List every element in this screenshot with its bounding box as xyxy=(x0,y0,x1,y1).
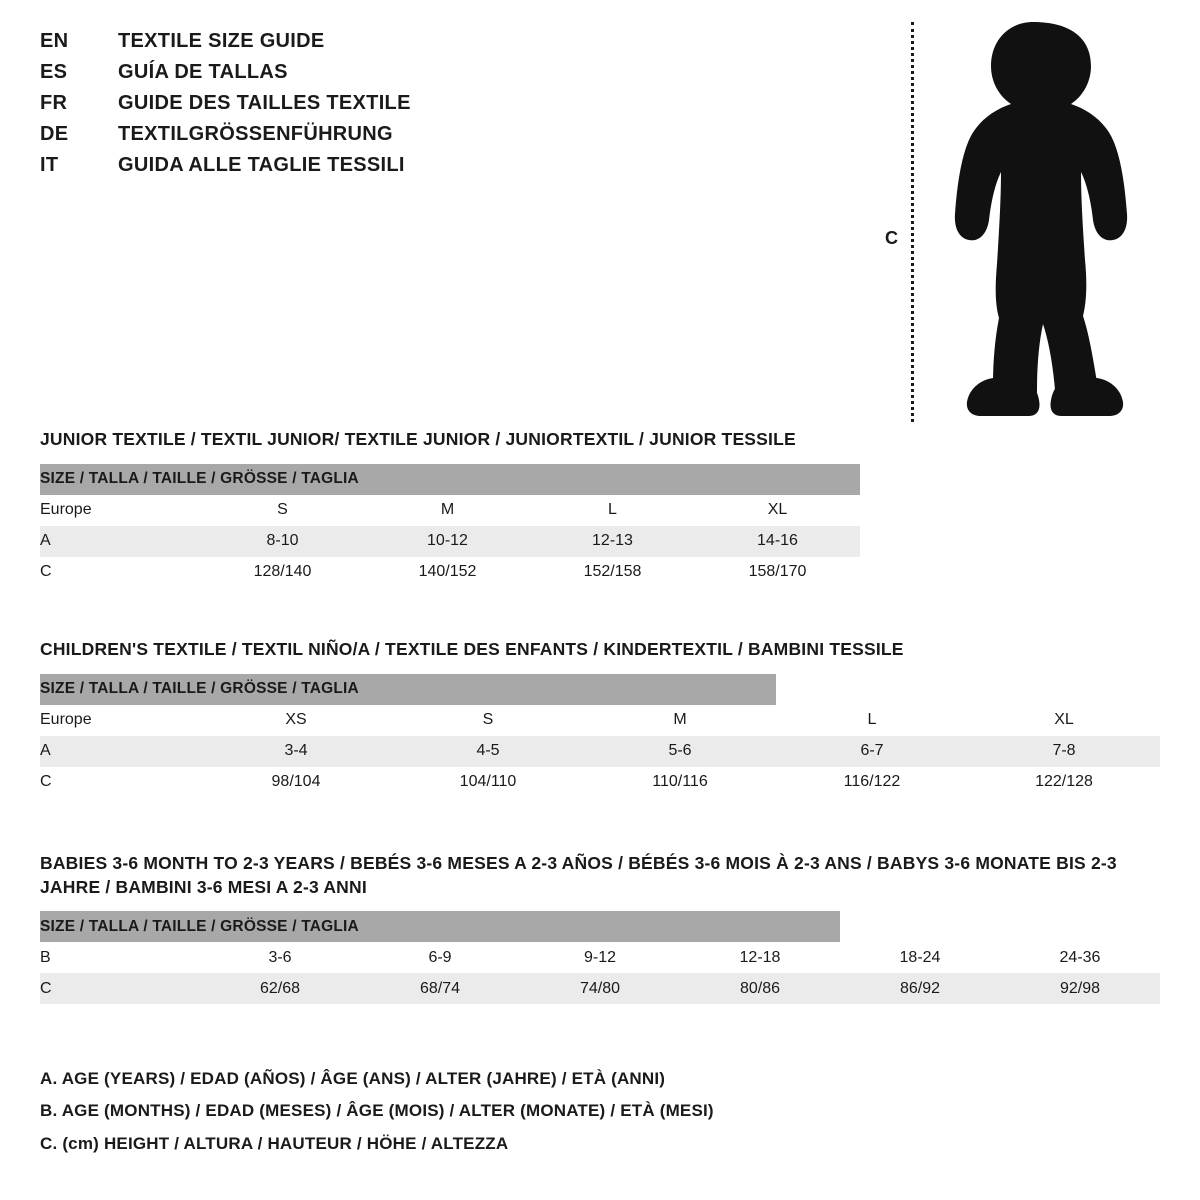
table-cell: 74/80 xyxy=(520,973,680,1004)
language-title: GUIDE DES TAILLES TEXTILE xyxy=(118,92,411,114)
footnotes-block xyxy=(40,1063,1140,1160)
table-cell: 5-6 xyxy=(584,736,776,767)
table-row xyxy=(40,973,1160,1004)
table-cell: 18-24 xyxy=(840,942,1000,973)
table-cell: 140/152 xyxy=(365,557,530,588)
table-cell: XL xyxy=(968,705,1160,736)
row-label: A xyxy=(40,736,200,767)
measure-label-c: C xyxy=(885,228,898,248)
section-title: BABIES 3-6 MONTH TO 2-3 YEARS / BEBÉS 3-6 MESES A 2-3 AÑOS / BÉBÉS 3-6 MOIS À 2-3 ANS / BABYS 3-6 MONATE BIS 2-3 JAHRE / BAMBINI 3-6 MESI A 2-3 ANNI xyxy=(40,853,1117,897)
language-code: IT xyxy=(40,154,59,176)
row-label: A xyxy=(40,526,200,557)
table-cell: 104/110 xyxy=(392,767,584,798)
footnote-b: B. AGE (MONTHS) / EDAD (MESES) / ÂGE (MOIS) / ALTER (MONATE) / ETÀ (MESI) xyxy=(40,1101,714,1121)
language-code: DE xyxy=(40,123,69,145)
row-label: Europe xyxy=(40,705,200,736)
section-title: CHILDREN'S TEXTILE / TEXTIL NIÑO/A / TEXTILE DES ENFANTS / KINDERTEXTIL / BAMBINI TESSILE xyxy=(40,639,904,659)
table-row xyxy=(40,526,860,557)
table-cell: 128/140 xyxy=(200,557,365,588)
table-cell: 62/68 xyxy=(200,973,360,1004)
table-cell: L xyxy=(530,495,695,526)
row-label: C xyxy=(40,973,200,1004)
child-silhouette-icon xyxy=(933,18,1133,423)
language-row xyxy=(40,154,680,185)
table-row xyxy=(40,736,1160,767)
table-row xyxy=(40,557,860,588)
section-babies-textile xyxy=(40,852,1160,1004)
table-cell: 80/86 xyxy=(680,973,840,1004)
language-code: EN xyxy=(40,30,69,52)
language-row xyxy=(40,61,680,92)
section-children-textile xyxy=(40,638,1160,798)
row-label: C xyxy=(40,557,200,588)
table-row xyxy=(40,767,1160,798)
table-cell: 116/122 xyxy=(776,767,968,798)
table-cell: 86/92 xyxy=(840,973,1000,1004)
table-band-header xyxy=(40,674,1160,705)
table-cell: 4-5 xyxy=(392,736,584,767)
table-cell: 9-12 xyxy=(520,942,680,973)
table-row xyxy=(40,495,860,526)
language-title-block xyxy=(40,30,680,185)
table-row xyxy=(40,942,1160,973)
table-cell: 92/98 xyxy=(1000,973,1160,1004)
table-band-header xyxy=(40,911,1160,942)
section-title: JUNIOR TEXTILE / TEXTIL JUNIOR/ TEXTILE JUNIOR / JUNIORTEXTIL / JUNIOR TESSILE xyxy=(40,429,796,449)
table-cell: 24-36 xyxy=(1000,942,1160,973)
table-band-header xyxy=(40,464,860,495)
table-cell: S xyxy=(392,705,584,736)
language-row xyxy=(40,123,680,154)
table-cell: 152/158 xyxy=(530,557,695,588)
table-cell: XS xyxy=(200,705,392,736)
table-cell: 110/116 xyxy=(584,767,776,798)
children-size-table xyxy=(40,674,1160,798)
table-cell: 158/170 xyxy=(695,557,860,588)
table-cell: XL xyxy=(695,495,860,526)
language-title: GUIDA ALLE TAGLIE TESSILI xyxy=(118,154,405,176)
table-cell: 6-9 xyxy=(360,942,520,973)
language-title: TEXTILGRÖSSENFÜHRUNG xyxy=(118,123,393,145)
table-cell: 10-12 xyxy=(365,526,530,557)
table-cell: S xyxy=(200,495,365,526)
babies-size-table xyxy=(40,911,1160,1004)
band-label: SIZE / TALLA / TAILLE / GRÖSSE / TAGLIA xyxy=(40,911,840,942)
language-code: FR xyxy=(40,92,68,114)
language-row xyxy=(40,30,680,61)
table-cell: M xyxy=(584,705,776,736)
row-label: B xyxy=(40,942,200,973)
table-cell: 14-16 xyxy=(695,526,860,557)
footnote-a: A. AGE (YEARS) / EDAD (AÑOS) / ÂGE (ANS) / ALTER (JAHRE) / ETÀ (ANNI) xyxy=(40,1069,666,1088)
table-cell: 12-18 xyxy=(680,942,840,973)
table-cell: 98/104 xyxy=(200,767,392,798)
language-title: GUÍA DE TALLAS xyxy=(118,61,288,83)
language-title: TEXTILE SIZE GUIDE xyxy=(118,30,325,52)
height-dotted-line xyxy=(911,22,914,422)
row-label: C xyxy=(40,767,200,798)
table-cell: 6-7 xyxy=(776,736,968,767)
language-code: ES xyxy=(40,61,68,83)
table-cell: 3-6 xyxy=(200,942,360,973)
table-cell: L xyxy=(776,705,968,736)
footnote-c: C. (cm) HEIGHT / ALTURA / HAUTEUR / HÖHE / ALTEZZA xyxy=(40,1133,509,1153)
height-figure xyxy=(885,10,1145,420)
section-junior-textile xyxy=(40,428,1160,588)
language-row xyxy=(40,92,680,123)
table-cell: 68/74 xyxy=(360,973,520,1004)
row-label: Europe xyxy=(40,495,200,526)
table-cell: 7-8 xyxy=(968,736,1160,767)
band-label: SIZE / TALLA / TAILLE / GRÖSSE / TAGLIA xyxy=(40,464,860,495)
table-cell: M xyxy=(365,495,530,526)
table-row xyxy=(40,705,1160,736)
band-label: SIZE / TALLA / TAILLE / GRÖSSE / TAGLIA xyxy=(40,674,776,705)
table-cell: 8-10 xyxy=(200,526,365,557)
table-cell: 3-4 xyxy=(200,736,392,767)
junior-size-table xyxy=(40,464,860,588)
table-cell: 12-13 xyxy=(530,526,695,557)
table-cell: 122/128 xyxy=(968,767,1160,798)
